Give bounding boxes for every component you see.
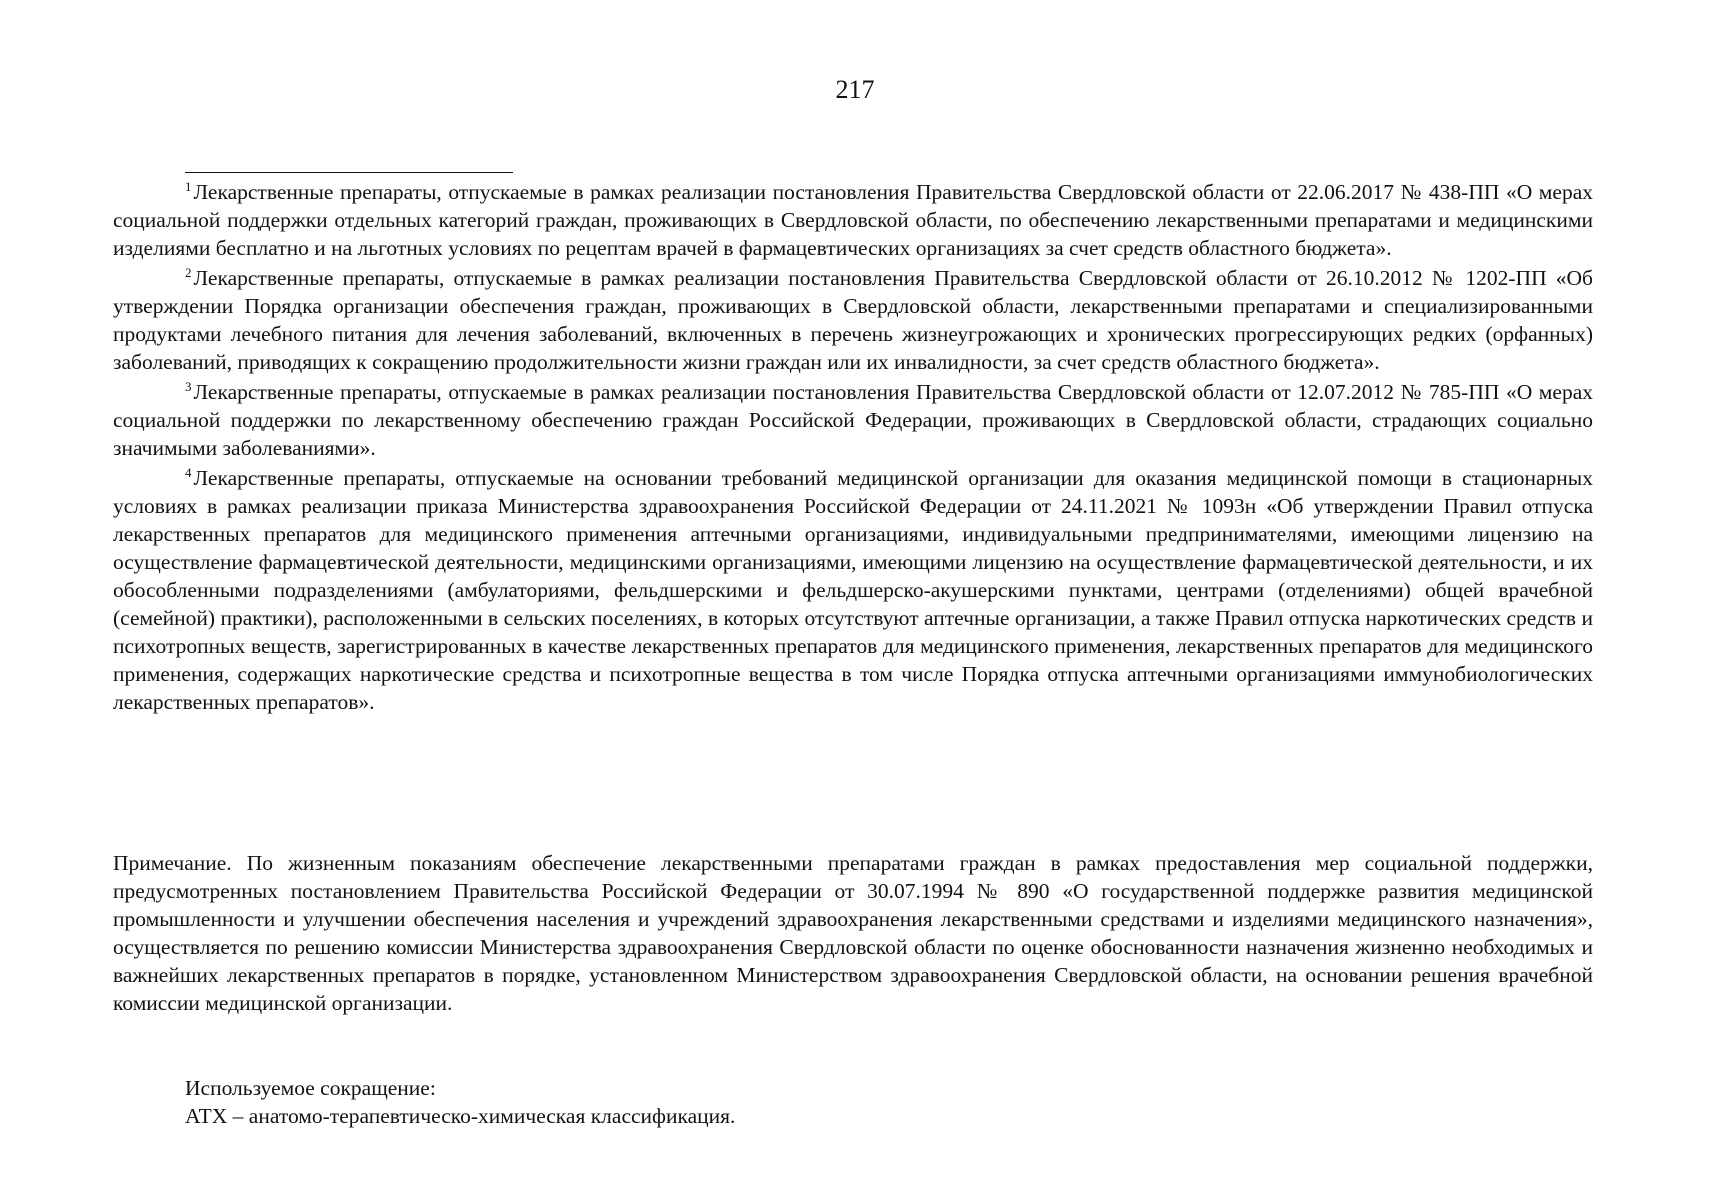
footnote-text: Лекарственные препараты, отпускаемые в рамках реализации постановления Правительства Свердловской области от 26.10.2012 № 1202-ПП «Об утверждении Порядка организации обеспечения граждан, проживающих в Свердловской области, лекарственными препаратами и специализированными продуктами лечебного питания для лечения заболеваний, включенных в перечень жизнеугрожающих и хронических прогрессирующих редких (орфанных) заболеваний, приводящих к сокращению продолжительности жизни граждан или их инвалидности, за счет средств областного бюджета». — [113, 266, 1593, 374]
footnotes-section — [113, 178, 1593, 718]
footnote-marker: 2 — [185, 264, 192, 280]
page-number: 217 — [835, 75, 875, 104]
footnote-text: Лекарственные препараты, отпускаемые в рамках реализации постановления Правительства Свердловской области от 12.07.2012 № 785-ПП «О мерах социальной поддержки по лекарственному обеспечению граждан Российской Федерации, проживающих в Свердловской области, страдающих социально значимыми заболеваниями». — [113, 380, 1593, 460]
footnote-marker: 4 — [185, 464, 192, 480]
footnote-4 — [113, 464, 1593, 716]
footnote-separator — [185, 172, 513, 173]
note-paragraph: Примечание. По жизненным показаниям обеспечение лекарственными препаратами граждан в рамках предоставления мер социальной поддержки, предусмотренных постановлением Правительства Российской Федерации от 30.07.1994 № 890 «О государственной поддержке развития медицинской промышленности и улучшении обеспечения населения и учреждений здравоохранения лекарственными средствами и изделиями медицинского назначения», осуществляется по решению комиссии Министерства здравоохранения Свердловской области по оценке обоснованности назначения жизненно необходимых и важнейших лекарственных препаратов в порядке, установленном Министерством здравоохранения Свердловской области, на основании решения врачебной комиссии медицинской организации. — [113, 851, 1593, 1015]
footnote-1 — [113, 178, 1593, 262]
footnote-marker: 1 — [185, 178, 192, 194]
footnote-text: Лекарственные препараты, отпускаемые на основании требований медицинской организации для оказания медицинской помощи в стационарных условиях в рамках реализации приказа Министерства здравоохранения Российской Федерации от 24.11.2021 № 1093н «Об утверждении Правил отпуска лекарственных препаратов для медицинского применения аптечными организациями, индивидуальными предпринимателями, имеющими лицензию на осуществление фармацевтической деятельности, медицинскими организациями, имеющими лицензию на осуществление фармацевтической деятельности, и их обособленными подразделениями (амбулаториями, фельдшерскими и фельдшерско-акушерскими пунктами, центрами (отделениями) общей врачебной (семейной) практики), расположенными в сельских поселениях, в которых отсутствуют аптечные организации, а также Правил отпуска наркотических средств и психотропных веществ, зарегистрированных в качестве лекарственных препаратов для медицинского применения, лекарственных препаратов для медицинского применения, содержащих наркотические средства и психотропные вещества в том числе Порядка отпуска аптечными организациями иммунобиологических лекарственных препаратов». — [113, 466, 1593, 714]
footnote-3 — [113, 378, 1593, 462]
footnote-2 — [113, 264, 1593, 376]
footnote-text: Лекарственные препараты, отпускаемые в рамках реализации постановления Правительства Свердловской области от 22.06.2017 № 438-ПП «О мерах социальной поддержки отдельных категорий граждан, проживающих в Свердловской области, по обеспечению лекарственными препаратами и медицинскими изделиями бесплатно и на льготных условиях по рецептам врачей в фармацевтических организациях за счет средств областного бюджета». — [113, 180, 1593, 260]
footnote-marker: 3 — [185, 378, 192, 394]
abbreviations-section — [185, 1074, 1385, 1130]
abbreviations-heading: Используемое сокращение: — [185, 1076, 436, 1100]
abbreviation-item: АТХ – анатомо-терапевтическо-химическая классификация. — [185, 1104, 736, 1128]
